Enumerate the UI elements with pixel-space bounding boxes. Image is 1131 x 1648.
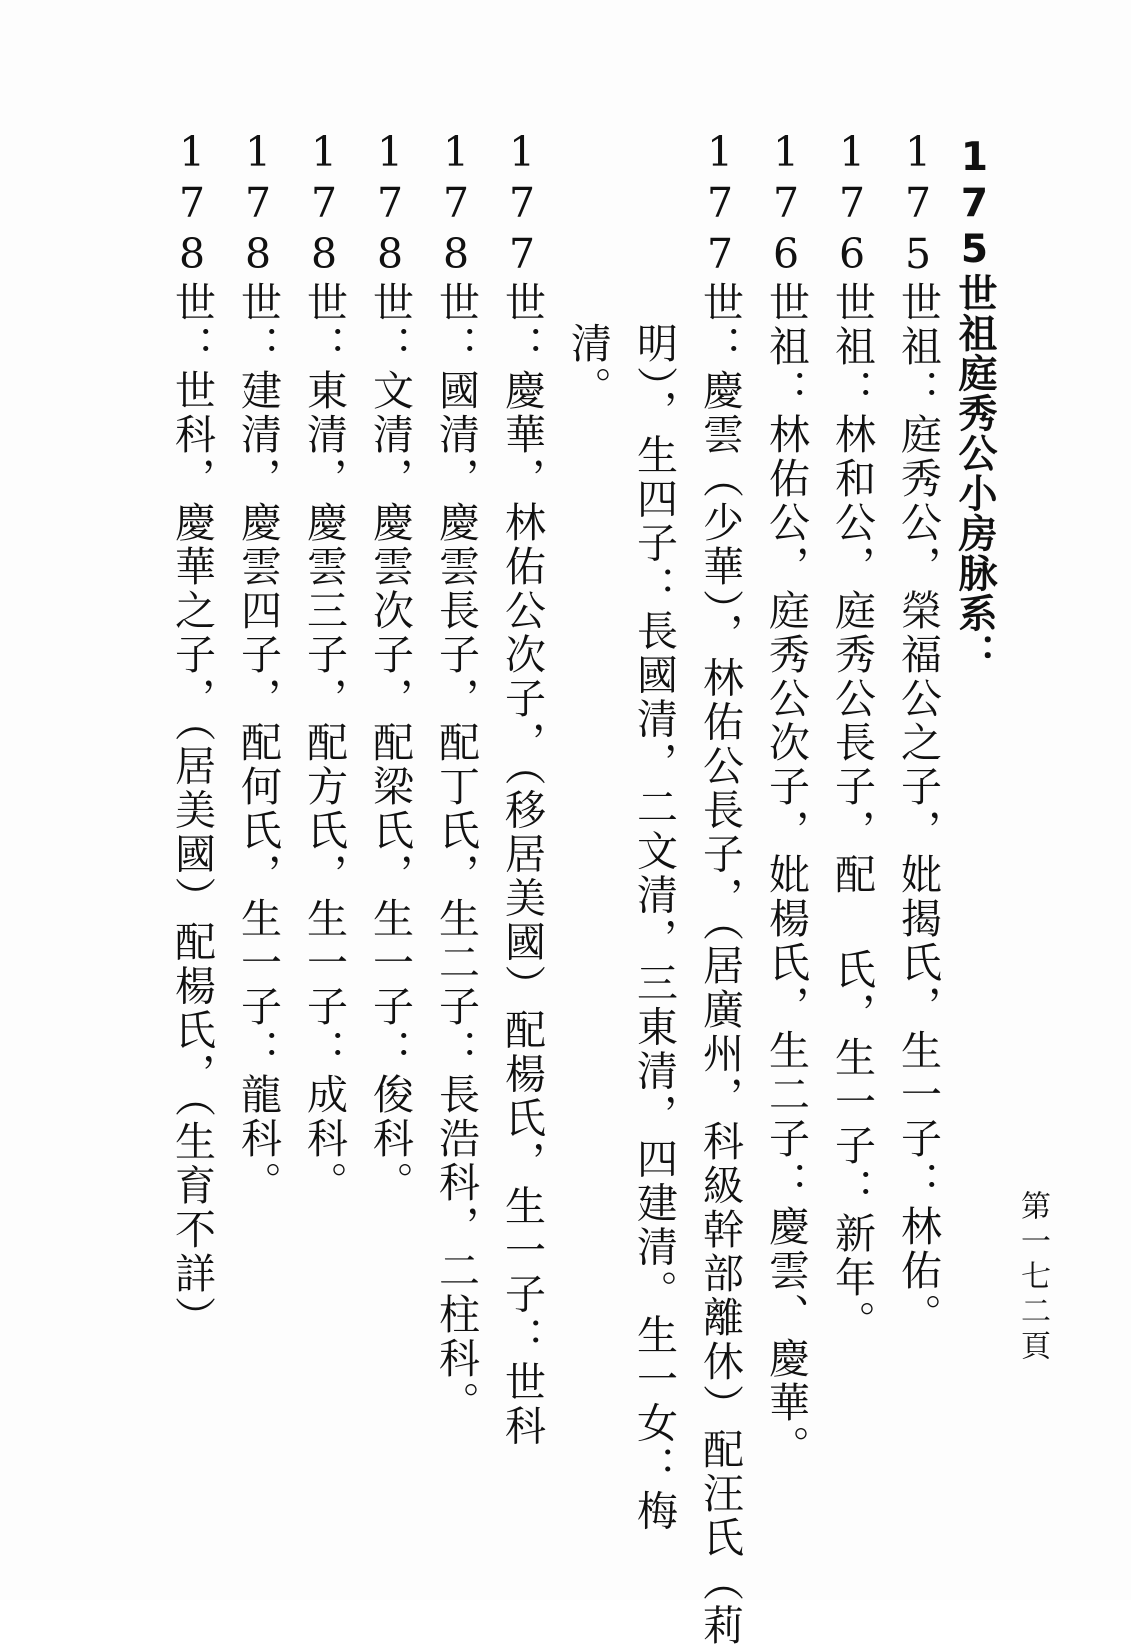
entry-175-tingxiu: 175世祖：庭秀公，榮福公之子，妣揭氏，生一子：林佑。 <box>894 128 942 1337</box>
entry-178-guoqing: 178世：國清，慶雲長子，配丁氏，生二子：長浩科，二柱科。 <box>432 128 480 1425</box>
page-number: 第一七二頁 <box>1015 1190 1050 1365</box>
entry-177-qingyun-cont-2: 清。 <box>564 322 612 410</box>
entry-177-qingyun: 177世：慶雲（少華），林佑公長子，（居廣州，科級幹部離休）配汪氏（莉 <box>696 128 744 1648</box>
document-title: 175世祖庭秀公小房脉系： <box>952 135 997 673</box>
entry-176-linyou: 176世祖：林佑公，庭秀公次子，妣楊氏，生二子：慶雲、慶華。 <box>762 128 810 1469</box>
entry-178-jianqing: 178世：建清，慶雲四子，配何氏，生一子：龍科。 <box>234 128 282 1205</box>
entry-178-wenqing: 178世：文清，慶雲次子，配梁氏，生一子：俊科。 <box>366 128 414 1205</box>
entry-177-qingyun-cont-1: 明），生四子：長國清，二文清，三東清，四建清。生一女：梅 <box>630 322 678 1534</box>
entry-178-shike: 178世：世科，慶華之子，（居美國）配楊氏，（生育不詳） <box>168 128 216 1340</box>
entry-177-qinghua: 177世：慶華，林佑公次子，（移居美國）配楊氏，生一子：世科 <box>498 128 546 1449</box>
entry-178-dongqing: 178世：東清，慶雲三子，配方氏，生一子：成科。 <box>300 128 348 1205</box>
entry-176-linhe: 176世祖：林和公，庭秀公長子，配 氏，生一子：新年。 <box>828 128 876 1344</box>
